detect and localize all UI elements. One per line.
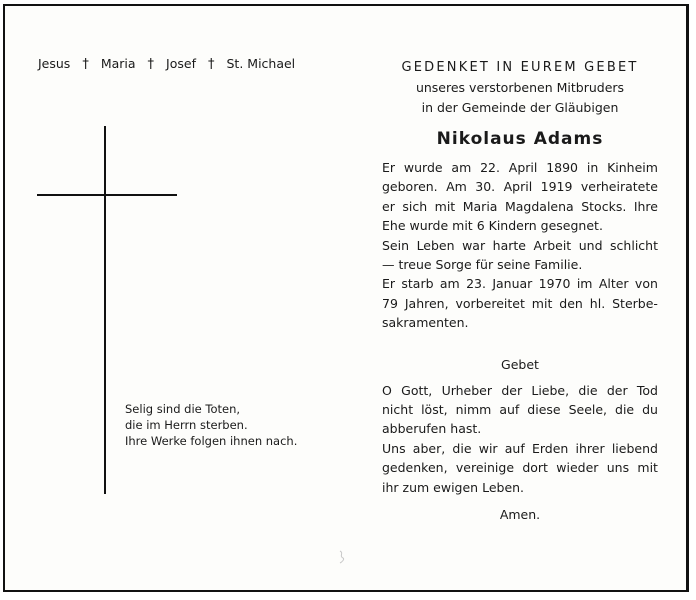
amen: Amen. — [499, 507, 541, 523]
quote-line: Selig sind die Toten, — [125, 402, 241, 416]
word: Familie. — [534, 257, 583, 273]
cross-glyph-icon: † — [82, 57, 89, 72]
word: sich — [402, 198, 428, 214]
word: Er — [382, 160, 396, 175]
word: April — [503, 179, 533, 195]
word: sakramenten. — [382, 315, 469, 331]
saint-josef: Josef — [166, 56, 196, 71]
word: Ihre — [633, 198, 658, 214]
biography-line — [382, 313, 658, 332]
word: harte — [492, 237, 526, 253]
word: 6 — [476, 218, 489, 234]
word: der — [501, 382, 523, 398]
memorial-text — [382, 58, 658, 525]
cross-vertical-bar — [104, 126, 106, 494]
word: wurde — [403, 160, 443, 175]
word: wieder — [556, 460, 599, 476]
word: treue — [398, 257, 436, 273]
saint-michael: St. Michael — [226, 56, 296, 71]
heading: GEDENKET IN EUREM GEBET — [401, 60, 639, 75]
word: ewigen — [433, 479, 483, 495]
word: Tod — [636, 382, 658, 398]
word: Liebe, — [531, 382, 570, 398]
quote-line: Ihre Werke folgen ihnen nach. — [125, 434, 298, 448]
prayer-line — [382, 400, 658, 419]
word: dort — [522, 460, 548, 476]
word: und — [578, 237, 603, 253]
word: mit — [531, 295, 553, 311]
word: die — [578, 382, 598, 398]
prayer-line — [382, 381, 658, 400]
word: hl. — [589, 295, 606, 311]
word: auf — [499, 402, 520, 418]
word: die — [452, 440, 472, 456]
word: Am — [446, 179, 467, 195]
word: hast. — [450, 421, 482, 437]
saints-line — [38, 56, 295, 72]
word: diese — [527, 402, 561, 418]
word: abberufen — [382, 421, 451, 437]
word: Stocks. — [581, 198, 627, 214]
word: Kindern — [488, 218, 541, 234]
word: Urheber — [441, 382, 493, 398]
deceased-name: Nikolaus Adams — [436, 129, 604, 149]
word: 1919 — [540, 179, 573, 195]
word: Sterbe- — [612, 295, 658, 311]
word: für — [475, 257, 498, 273]
word: war — [462, 237, 486, 253]
biography-line — [382, 236, 658, 255]
word: Januar — [492, 276, 533, 292]
word: gesegnet. — [540, 218, 603, 234]
word: ihr — [382, 479, 403, 495]
word: den — [559, 295, 583, 311]
word: im — [576, 276, 593, 292]
biography-line — [382, 294, 658, 313]
prayer-line — [382, 419, 658, 438]
word: 22. — [480, 160, 500, 175]
word: schlicht — [610, 237, 658, 253]
word: Jahren, — [404, 295, 449, 311]
word: 1890 — [546, 160, 579, 175]
decorative-mark — [338, 550, 346, 564]
biography-line — [382, 158, 658, 177]
word: nicht — [382, 402, 414, 418]
word: aber, — [412, 440, 446, 456]
prayer-line — [382, 458, 658, 477]
biography-line — [382, 216, 658, 235]
word: 30. — [475, 179, 496, 195]
word: seine — [497, 257, 535, 273]
word: Maria — [462, 198, 498, 214]
subheading-line: unseres verstorbenen Mitbruders — [415, 80, 625, 95]
word: 1970 — [538, 276, 571, 292]
word: zum — [402, 479, 434, 495]
word: 79 — [382, 295, 398, 311]
prayer-title: Gebet — [501, 356, 539, 372]
word: wir — [478, 440, 498, 456]
saint-maria: Maria — [100, 56, 136, 71]
word: Kinheim — [607, 160, 658, 175]
word: April — [508, 160, 538, 175]
word: Alter — [598, 276, 629, 292]
word: Erden — [531, 440, 569, 456]
word: nimm — [455, 402, 492, 418]
word: mit — [637, 460, 658, 476]
biography-line — [382, 197, 658, 216]
word: mit — [434, 198, 456, 214]
biography — [382, 158, 658, 333]
biography-line — [382, 274, 658, 293]
word: Sorge — [435, 257, 476, 273]
word: löst, — [421, 402, 448, 418]
cross-glyph-icon: † — [208, 57, 215, 72]
cross-glyph-icon: † — [147, 57, 155, 72]
word: am — [439, 276, 460, 292]
word: Gott, — [401, 382, 433, 398]
word: vereinige — [455, 460, 515, 476]
word: geboren. — [382, 179, 438, 195]
biography-line — [382, 177, 658, 196]
word: ihrer — [575, 440, 605, 456]
word: gedenken, — [382, 460, 448, 476]
word: O — [382, 382, 392, 398]
prayer-line — [382, 439, 658, 458]
biography-line — [382, 255, 658, 274]
prayer — [382, 381, 658, 497]
word: mit — [452, 218, 477, 234]
word: Uns — [382, 440, 406, 456]
prayer-line — [382, 478, 658, 497]
word: er — [382, 198, 395, 214]
word: — — [382, 257, 399, 273]
saint-jesus: Jesus — [38, 56, 71, 71]
quote-line: die im Herrn sterben. — [125, 418, 248, 432]
word: am — [451, 160, 472, 175]
subheading-line: in der Gemeinde der Gläubigen — [421, 100, 619, 115]
word: uns — [606, 460, 630, 476]
word: verheiratete — [580, 179, 658, 195]
word: Leben. — [482, 479, 525, 495]
word: von — [634, 276, 658, 292]
word: du — [642, 402, 658, 418]
cross-horizontal-bar — [37, 194, 177, 196]
word: Magdalena — [504, 198, 574, 214]
word: die — [615, 402, 635, 418]
word: Er — [382, 276, 396, 292]
word: der — [606, 382, 628, 398]
word: liebend — [611, 440, 658, 456]
word: Arbeit — [533, 237, 572, 253]
word: 23. — [466, 276, 486, 292]
word: auf — [504, 440, 525, 456]
word: Ehe — [382, 218, 410, 234]
word: starb — [401, 276, 434, 292]
word: Sein — [382, 237, 410, 253]
word: wurde — [409, 218, 453, 234]
word: Seele, — [568, 402, 608, 418]
word: Leben — [416, 237, 455, 253]
word: vorbereitet — [455, 295, 525, 311]
scripture-quote — [125, 401, 297, 449]
word: in — [586, 160, 599, 175]
